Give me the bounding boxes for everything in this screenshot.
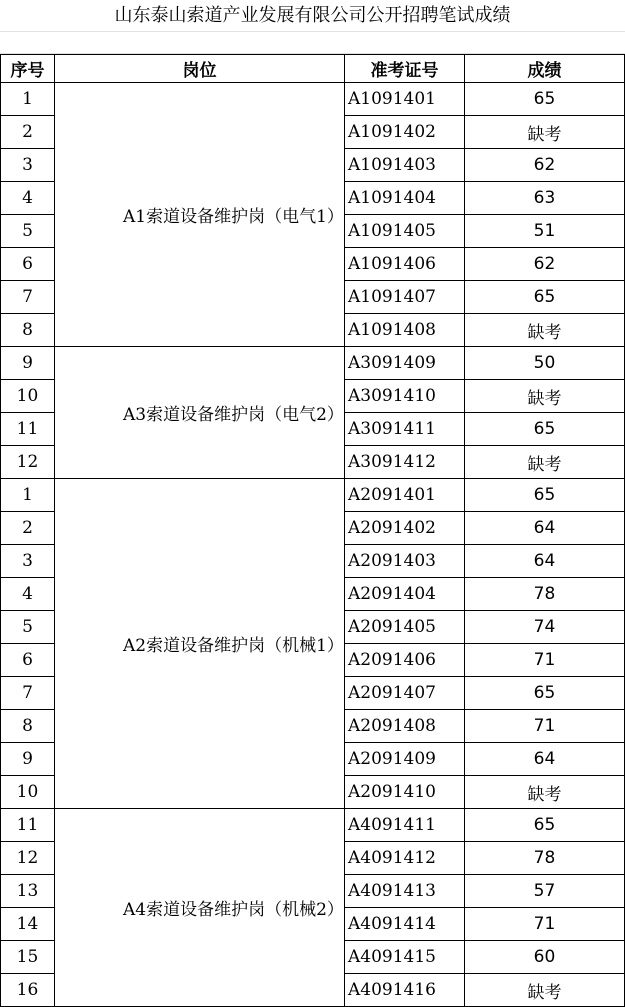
score-cell: 缺考 xyxy=(465,776,625,809)
seq-cell: 6 xyxy=(1,248,55,281)
seq-cell: 1 xyxy=(1,83,55,116)
header-score: 成绩 xyxy=(465,55,625,83)
score-cell: 65 xyxy=(465,677,625,710)
header-post: 岗位 xyxy=(55,55,345,83)
exam-id-cell: A3091412 xyxy=(345,446,465,479)
score-cell: 71 xyxy=(465,710,625,743)
exam-id-cell: A2091408 xyxy=(345,710,465,743)
score-cell: 51 xyxy=(465,215,625,248)
score-cell: 65 xyxy=(465,281,625,314)
score-cell: 65 xyxy=(465,479,625,512)
post-cell: A4索道设备维护岗（机械2） xyxy=(55,809,345,1007)
score-cell: 63 xyxy=(465,182,625,215)
score-cell: 64 xyxy=(465,512,625,545)
exam-id-cell: A4091414 xyxy=(345,908,465,941)
seq-cell: 8 xyxy=(1,314,55,347)
score-cell: 65 xyxy=(465,413,625,446)
score-cell: 78 xyxy=(465,578,625,611)
score-cell: 62 xyxy=(465,149,625,182)
seq-cell: 2 xyxy=(1,512,55,545)
seq-cell: 14 xyxy=(1,908,55,941)
exam-id-cell: A4091415 xyxy=(345,941,465,974)
seq-cell: 2 xyxy=(1,116,55,149)
exam-id-cell: A2091405 xyxy=(345,611,465,644)
exam-id-cell: A3091410 xyxy=(345,380,465,413)
seq-cell: 12 xyxy=(1,446,55,479)
score-cell: 71 xyxy=(465,908,625,941)
seq-cell: 5 xyxy=(1,215,55,248)
exam-id-cell: A2091410 xyxy=(345,776,465,809)
seq-cell: 11 xyxy=(1,809,55,842)
post-cell: A2索道设备维护岗（机械1） xyxy=(55,479,345,809)
exam-id-cell: A1091401 xyxy=(345,83,465,116)
exam-id-cell: A2091403 xyxy=(345,545,465,578)
header-exam-id: 准考证号 xyxy=(345,55,465,83)
post-cell: A3索道设备维护岗（电气2） xyxy=(55,347,345,479)
exam-id-cell: A2091402 xyxy=(345,512,465,545)
seq-cell: 5 xyxy=(1,611,55,644)
seq-cell: 16 xyxy=(1,974,55,1007)
exam-id-cell: A1091405 xyxy=(345,215,465,248)
score-cell: 缺考 xyxy=(465,446,625,479)
table-header-row xyxy=(1,55,625,83)
score-cell: 缺考 xyxy=(465,380,625,413)
score-cell: 65 xyxy=(465,83,625,116)
page-title: 山东泰山索道产业发展有限公司公开招聘笔试成绩 xyxy=(114,5,511,26)
seq-cell: 9 xyxy=(1,743,55,776)
score-cell: 64 xyxy=(465,545,625,578)
exam-id-cell: A1091402 xyxy=(345,116,465,149)
seq-cell: 10 xyxy=(1,380,55,413)
seq-cell: 9 xyxy=(1,347,55,380)
exam-id-cell: A2091406 xyxy=(345,644,465,677)
seq-cell: 8 xyxy=(1,710,55,743)
seq-cell: 1 xyxy=(1,479,55,512)
score-cell: 71 xyxy=(465,644,625,677)
exam-id-cell: A2091407 xyxy=(345,677,465,710)
seq-cell: 13 xyxy=(1,875,55,908)
table-body xyxy=(1,83,625,1007)
seq-cell: 11 xyxy=(1,413,55,446)
score-cell: 78 xyxy=(465,842,625,875)
table-row xyxy=(1,83,625,116)
score-cell: 60 xyxy=(465,941,625,974)
seq-cell: 10 xyxy=(1,776,55,809)
seq-cell: 15 xyxy=(1,941,55,974)
score-cell: 65 xyxy=(465,809,625,842)
exam-id-cell: A1091408 xyxy=(345,314,465,347)
score-cell: 缺考 xyxy=(465,314,625,347)
exam-id-cell: A1091407 xyxy=(345,281,465,314)
blank-spreadsheet-row xyxy=(0,31,625,54)
post-cell: A1索道设备维护岗（电气1） xyxy=(55,83,345,347)
score-cell: 64 xyxy=(465,743,625,776)
seq-cell: 12 xyxy=(1,842,55,875)
score-cell: 缺考 xyxy=(465,974,625,1007)
table-row xyxy=(1,347,625,380)
exam-id-cell: A4091411 xyxy=(345,809,465,842)
table-row xyxy=(1,809,625,842)
seq-cell: 4 xyxy=(1,578,55,611)
score-cell: 50 xyxy=(465,347,625,380)
seq-cell: 3 xyxy=(1,149,55,182)
table-row xyxy=(1,479,625,512)
exam-id-cell: A1091406 xyxy=(345,248,465,281)
header-seq: 序号 xyxy=(1,55,55,83)
seq-cell: 7 xyxy=(1,281,55,314)
seq-cell: 4 xyxy=(1,182,55,215)
exam-id-cell: A3091409 xyxy=(345,347,465,380)
score-cell: 74 xyxy=(465,611,625,644)
exam-id-cell: A4091413 xyxy=(345,875,465,908)
seq-cell: 6 xyxy=(1,644,55,677)
score-cell: 57 xyxy=(465,875,625,908)
exam-id-cell: A1091404 xyxy=(345,182,465,215)
exam-id-cell: A4091416 xyxy=(345,974,465,1007)
exam-id-cell: A3091411 xyxy=(345,413,465,446)
score-cell: 缺考 xyxy=(465,116,625,149)
seq-cell: 3 xyxy=(1,545,55,578)
score-cell: 62 xyxy=(465,248,625,281)
exam-id-cell: A2091404 xyxy=(345,578,465,611)
exam-id-cell: A2091401 xyxy=(345,479,465,512)
exam-id-cell: A4091412 xyxy=(345,842,465,875)
exam-id-cell: A2091409 xyxy=(345,743,465,776)
exam-id-cell: A1091403 xyxy=(345,149,465,182)
results-table xyxy=(0,54,625,1007)
seq-cell: 7 xyxy=(1,677,55,710)
